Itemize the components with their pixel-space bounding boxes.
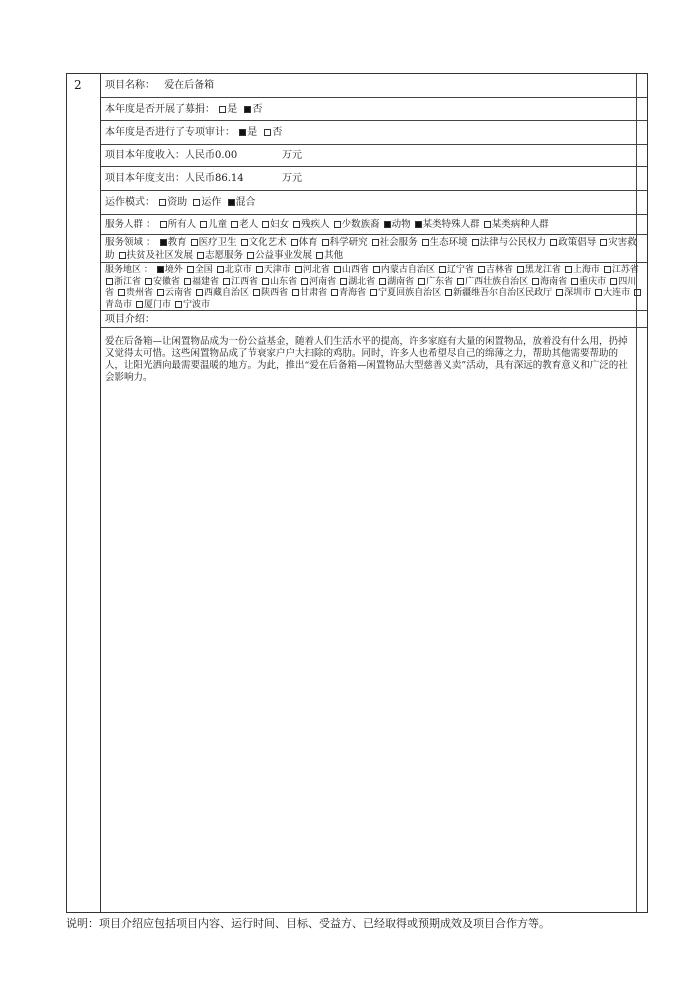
service-region-option-label: 境外: [164, 265, 183, 275]
service-region-option: [438, 265, 474, 275]
service-group-option-label: 某类特殊人群: [422, 219, 480, 230]
fundraising-question: 本年度是否开展了募捐：: [105, 104, 215, 115]
service-region-option-label: 江西省: [231, 276, 259, 287]
service-region-checkbox[interactable]: [517, 266, 524, 273]
service-region-checkbox[interactable]: [532, 278, 539, 285]
service-group-checkbox[interactable]: [384, 221, 391, 228]
service-region-option: [531, 277, 567, 287]
service-region-option: [570, 277, 606, 287]
project-name: 爱在后备箱: [164, 80, 215, 91]
footer-note: 说明：项目介绍应包括项目内容、运行时间、目标、受益方、已经取得或预期成效及项目合作方等。: [66, 917, 550, 930]
service-region-option: [105, 277, 141, 287]
service-region-option: [417, 277, 453, 287]
service-region-option: [222, 277, 258, 287]
service-field-checkbox[interactable]: [160, 239, 167, 246]
service-region-checkbox[interactable]: [196, 289, 203, 296]
service-field-option-label: 科学研究: [329, 237, 368, 248]
service-region-checkbox[interactable]: [445, 289, 452, 296]
service-group-option-label: 某类病种人群: [491, 219, 549, 230]
audit-question: 本年度是否进行了专项审计：: [105, 127, 235, 138]
operation-mixed-checkbox[interactable]: [228, 199, 235, 206]
service-group-option-label: 少数族裔: [341, 219, 380, 230]
operation-label: 运作模式：: [105, 197, 155, 208]
service-group-option: [230, 219, 258, 230]
service-region-option: [144, 277, 180, 287]
row-number: 2: [74, 78, 82, 92]
expense-label: 项目本年度支出：人民币86.14: [105, 173, 244, 184]
service-field-checkbox[interactable]: [291, 239, 298, 246]
service-region-checkbox[interactable]: [457, 278, 464, 285]
service-field-option-label: 医疗卫生: [198, 237, 237, 248]
service-region-checkbox[interactable]: [379, 278, 386, 285]
service-region-checkbox[interactable]: [610, 278, 617, 285]
service-region-checkbox[interactable]: [136, 301, 143, 308]
service-field-checkbox[interactable]: [372, 239, 379, 246]
service-region-option-label: 全国: [194, 265, 213, 275]
service-region-option-label: 浙江省: [114, 276, 142, 287]
service-region-option-label: 重庆市: [579, 276, 607, 287]
income-row: [101, 145, 647, 167]
service-region-checkbox[interactable]: [334, 266, 341, 273]
service-region-option: [255, 265, 291, 275]
service-field-option-label: 扶贫及社区发展: [126, 249, 194, 261]
service-region-checkbox[interactable]: [106, 278, 113, 285]
service-region-option: [216, 265, 252, 275]
service-region-checkbox[interactable]: [157, 266, 164, 273]
service-region-option-label: 新疆维吾尔自治区民政厅: [453, 288, 553, 298]
audit-row: [101, 121, 647, 145]
service-field-option: [471, 237, 547, 248]
service-region-option-label: 深圳市: [564, 288, 592, 298]
service-field-option-label: 文化艺术: [248, 237, 287, 248]
service-region-option-label: 黑龙江省: [524, 265, 561, 275]
service-field-option: [118, 250, 194, 261]
service-regions-label: 服务地区 ：: [105, 265, 153, 275]
service-region-option: [594, 288, 630, 298]
service-region-option-label: 辽宁省: [446, 265, 474, 275]
service-region-checkbox[interactable]: [595, 289, 602, 296]
fundraising-row: [101, 98, 647, 121]
service-field-option: [240, 237, 287, 248]
service-group-checkbox[interactable]: [200, 221, 207, 228]
service-field-option-label: 灾害救助: [105, 237, 637, 261]
service-region-checkbox[interactable]: [187, 266, 194, 273]
service-group-checkbox[interactable]: [484, 221, 491, 228]
service-region-option: [456, 277, 528, 287]
service-region-checkbox[interactable]: [295, 266, 302, 273]
service-region-option-label: 海南省: [540, 276, 568, 287]
service-region-option: [252, 288, 288, 298]
service-region-checkbox[interactable]: [340, 278, 347, 285]
service-group-option: [414, 219, 480, 230]
service-region-checkbox[interactable]: [478, 266, 485, 273]
service-field-option-label: 公益事业发展: [255, 249, 313, 261]
service-region-option: [183, 277, 219, 287]
service-region-option-label: 内蒙古自治区: [380, 265, 435, 275]
service-field-option: [321, 237, 368, 248]
project-name-row: [101, 74, 647, 98]
service-group-option: [383, 219, 411, 230]
service-region-option: [603, 265, 639, 275]
fundraising-no-label: 否: [252, 104, 263, 115]
service-region-checkbox[interactable]: [223, 278, 230, 285]
service-region-option-label: 河北省: [302, 265, 330, 275]
audit-yes-label: 是: [247, 127, 258, 138]
service-region-option: [444, 288, 552, 298]
service-group-option: [333, 219, 380, 230]
service-region-checkbox[interactable]: [253, 289, 260, 296]
service-region-option: [186, 265, 213, 275]
service-region-option: [555, 288, 591, 298]
service-region-checkbox[interactable]: [157, 289, 164, 296]
service-region-option-label: 青岛市: [105, 299, 133, 310]
service-region-option: [564, 265, 600, 275]
service-region-checkbox[interactable]: [331, 289, 338, 296]
service-field-option-label: 体育: [298, 237, 318, 248]
service-region-option-label: 北京市: [224, 265, 252, 275]
intro-text: 爱在后备箱—让闲置物品成为一份公益基金，随着人们生活水平的提高，许多家庭有大量的闲置物品，放着没有什么用，扔掉又觉得太可惜。这些闲置物品成了节衰家户户大扫除的鸡肋。同时，许多人也希望尽自己的绵薄之力，帮助其他需要帮助的人，让阳光洒向最需要温暖的地方。为此，推出“爱在后备箱—闲置物品大型慈善义卖”活动，具有深远的教育意义和广泛的社会影响力。: [105, 336, 628, 383]
service-field-checkbox[interactable]: [600, 239, 607, 246]
service-fields-row: [101, 235, 647, 263]
service-region-option-label: 四川省: [105, 276, 637, 298]
fundraising-yes-checkbox[interactable]: [219, 106, 226, 113]
service-region-option: [330, 288, 366, 298]
service-region-checkbox[interactable]: [145, 278, 152, 285]
service-region-option: [117, 288, 153, 298]
service-region-option-label: 河南省: [309, 276, 337, 287]
service-region-checkbox[interactable]: [373, 266, 380, 273]
service-region-option: [291, 288, 327, 298]
service-region-option: [174, 300, 210, 310]
service-regions-list: [105, 265, 642, 310]
service-region-option-label: 西藏自治区: [204, 288, 250, 298]
project-name-label: 项目名称：: [105, 80, 155, 91]
service-group-checkbox[interactable]: [334, 221, 341, 228]
service-region-checkbox[interactable]: [604, 266, 611, 273]
service-region-option-label: 山东省: [270, 276, 298, 287]
audit-no-label: 否: [272, 127, 283, 138]
service-field-checkbox[interactable]: [316, 252, 323, 259]
service-fields-label: 服务领域 ：: [105, 237, 156, 248]
audit-yes-checkbox[interactable]: [239, 129, 246, 136]
service-region-option-label: 宁夏回族自治区: [378, 288, 442, 298]
service-region-option-label: 宁波市: [183, 299, 211, 310]
service-field-option-label: 政策倡导: [558, 237, 597, 248]
service-region-option-label: 安徽省: [153, 276, 181, 287]
row-number-cell: [67, 74, 101, 912]
service-field-option: [159, 237, 187, 248]
service-groups-row: [101, 215, 647, 235]
service-region-option-label: 广东省: [426, 276, 454, 287]
service-region-option-label: 江苏省: [611, 265, 639, 275]
expense-unit: 万元: [282, 173, 302, 184]
operation-row: [101, 191, 647, 215]
service-group-option: [199, 219, 227, 230]
service-field-option-label: 社会服务: [379, 237, 418, 248]
service-region-option-label: 青海省: [339, 288, 367, 298]
service-region-checkbox[interactable]: [418, 278, 425, 285]
income-label: 项目本年度收入：人民币0.00: [105, 150, 238, 161]
service-field-checkbox[interactable]: [550, 239, 557, 246]
service-region-checkbox[interactable]: [439, 266, 446, 273]
service-group-option-label: 动物: [391, 219, 411, 230]
service-field-option: [549, 237, 596, 248]
service-region-option-label: 天津市: [263, 265, 291, 275]
service-region-option-label: 厦门市: [144, 299, 172, 310]
service-field-option-label: 教育: [167, 237, 187, 248]
service-region-option-label: 广西壮族自治区: [465, 276, 529, 287]
service-group-option-label: 残疾人: [301, 219, 330, 230]
service-region-option: [135, 300, 171, 310]
service-field-checkbox[interactable]: [322, 239, 329, 246]
service-region-option-label: 上海市: [572, 265, 600, 275]
expense-row: [101, 167, 647, 191]
service-region-option: [156, 288, 192, 298]
service-field-option: [371, 237, 418, 248]
service-group-option-label: 儿童: [208, 219, 228, 230]
service-region-checkbox[interactable]: [370, 289, 377, 296]
service-group-option-label: 老人: [239, 219, 259, 230]
service-region-checkbox[interactable]: [256, 266, 263, 273]
audit-no-checkbox[interactable]: [264, 129, 271, 136]
fundraising-no-checkbox[interactable]: [244, 106, 251, 113]
service-region-option: [300, 277, 336, 287]
service-region-checkbox[interactable]: [262, 278, 269, 285]
service-region-option: [261, 277, 297, 287]
service-group-option: [483, 219, 549, 230]
service-group-checkbox[interactable]: [293, 221, 300, 228]
service-group-option: [159, 219, 197, 230]
service-group-option-label: 妇女: [270, 219, 290, 230]
service-groups-label: 服务人群 ：: [105, 219, 156, 230]
operation-funding-label: 资助: [167, 197, 188, 208]
service-region-checkbox[interactable]: [184, 278, 191, 285]
service-field-option-label: 其他: [324, 249, 344, 261]
service-field-option: [196, 250, 243, 261]
service-field-option: [190, 237, 237, 248]
service-field-checkbox[interactable]: [191, 239, 198, 246]
service-region-option: [339, 277, 375, 287]
service-region-option: [294, 265, 330, 275]
operation-operating-label: 运作: [201, 197, 222, 208]
service-field-checkbox[interactable]: [197, 252, 204, 259]
service-field-option: [315, 250, 343, 261]
service-group-checkbox[interactable]: [262, 221, 269, 228]
service-fields-list: [105, 237, 637, 261]
service-field-option: [290, 237, 318, 248]
service-region-checkbox[interactable]: [556, 289, 563, 296]
service-field-checkbox[interactable]: [247, 252, 254, 259]
service-field-checkbox[interactable]: [119, 252, 126, 259]
service-region-option-label: 湖北省: [348, 276, 376, 287]
project-details-cell: [101, 74, 647, 912]
operation-operating-checkbox[interactable]: [193, 199, 200, 206]
service-region-checkbox[interactable]: [571, 278, 578, 285]
operation-funding-checkbox[interactable]: [159, 199, 166, 206]
intro-label-row: [101, 311, 647, 328]
service-groups-list: [159, 219, 552, 230]
service-regions-row: [101, 263, 647, 311]
service-field-option-label: 生态环境: [429, 237, 468, 248]
service-region-checkbox[interactable]: [175, 301, 182, 308]
service-group-option-label: 所有人: [167, 219, 197, 230]
service-region-option: [477, 265, 513, 275]
service-region-option-label: 山西省: [341, 265, 369, 275]
service-group-checkbox[interactable]: [160, 221, 167, 228]
operation-mixed-label: 混合: [235, 197, 256, 208]
service-field-option: [246, 250, 312, 261]
service-region-option: [516, 265, 561, 275]
service-region-option-label: 甘肃省: [300, 288, 328, 298]
service-group-checkbox[interactable]: [415, 221, 422, 228]
intro-label: 项目介绍：: [105, 314, 155, 325]
service-region-option-label: 吉林省: [485, 265, 513, 275]
service-field-option-label: 志愿服务: [205, 249, 244, 261]
service-region-option: [369, 288, 441, 298]
project-table: [66, 73, 648, 913]
fundraising-yes-label: 是: [227, 104, 238, 115]
service-region-option-label: 湖南省: [387, 276, 415, 287]
service-region-checkbox[interactable]: [217, 266, 224, 273]
service-region-checkbox[interactable]: [118, 289, 125, 296]
service-region-checkbox[interactable]: [565, 266, 572, 273]
service-field-option: [421, 237, 468, 248]
service-region-option: [333, 265, 369, 275]
service-region-option: [195, 288, 249, 298]
service-region-checkbox[interactable]: [634, 289, 641, 296]
service-field-checkbox[interactable]: [241, 239, 248, 246]
income-unit: 万元: [282, 150, 302, 161]
service-region-option-label: 大连市: [603, 288, 631, 298]
service-region-option-label: 福建省: [192, 276, 220, 287]
service-field-option-label: 法律与公民权力: [479, 237, 547, 248]
service-region-option: [378, 277, 414, 287]
service-region-option-label: 云南省: [165, 288, 193, 298]
service-region-option-label: 陕西省: [261, 288, 289, 298]
service-region-option: [372, 265, 435, 275]
service-region-checkbox[interactable]: [292, 289, 299, 296]
service-region-option-label: 贵州省: [126, 288, 154, 298]
service-field-checkbox[interactable]: [422, 239, 429, 246]
service-group-option: [292, 219, 330, 230]
service-region-option: [156, 265, 183, 275]
service-field-checkbox[interactable]: [472, 239, 479, 246]
service-region-checkbox[interactable]: [301, 278, 308, 285]
service-group-option: [261, 219, 289, 230]
service-group-checkbox[interactable]: [231, 221, 238, 228]
